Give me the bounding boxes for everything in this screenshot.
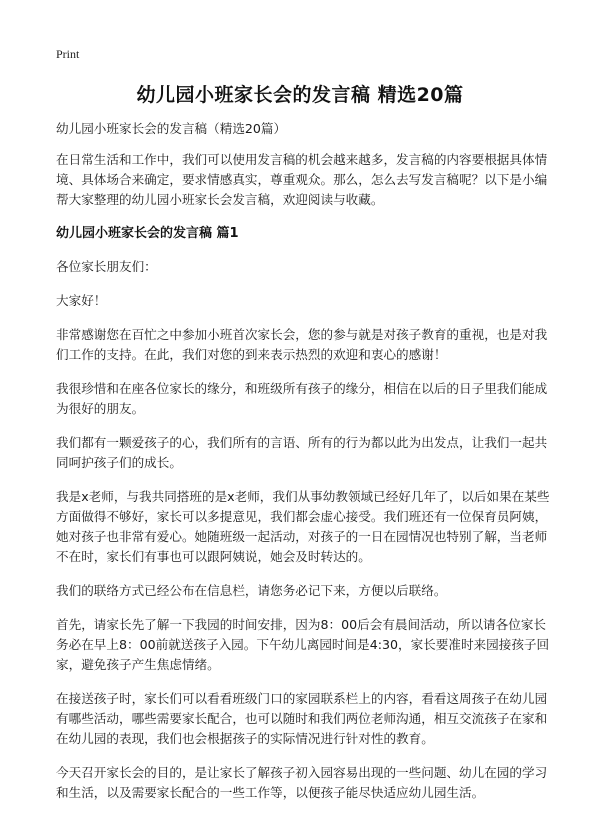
paragraph: 首先，请家长先了解一下我园的时间安排，因为8：00后会有晨间活动，所以请各位家长务必在早上8：00前就送孩子入园。下午幼儿离园时间是4:30，家长要准时来园接孩子回家，避免孩子产生焦虑情绪。 xyxy=(56,617,550,672)
paragraph: 非常感谢您在百忙之中参加小班首次家长会，您的参与就是对孩子教育的重视，也是对我们工作的支持。在此，我们对您的到来表示热烈的欢迎和衷心的感谢！ xyxy=(56,327,548,362)
section-heading: 幼儿园小班家长会的发言稿 篇1 xyxy=(56,226,239,241)
paragraph: 在接送孩子时，家长们可以看看班级门口的家园联系栏上的内容，看看这周孩子在幼儿园有哪些活动，哪些需要家长配合，也可以随时和我们两位老师沟通，相互交流孩子在家和在幼儿园的表现，我们也会根据孩子的实际情况进行针对性的教育。 xyxy=(56,691,548,746)
document-body xyxy=(56,119,554,817)
paragraph: 我们的联络方式已经公布在信息栏，请您务必记下来，方便以后联络。 xyxy=(56,583,447,598)
paragraph: 今天召开家长会的目的，是让家长了解孩子初入园容易出现的一些问题、幼儿在园的学习和生活，以及需要家长配合的一些工作等，以便孩子能尽快适应幼儿园生活。 xyxy=(56,765,548,800)
intro-paragraph: 在日常生活和工作中，我们可以使用发言稿的机会越来越多，发言稿的内容要根据具体情境、具体场合来确定，要求情感真实，尊重观众。那么，怎么去写发言稿呢？以下是小编帮大家整理的幼儿园小班家长会发言稿，欢迎阅读与收藏。 xyxy=(56,152,548,207)
paragraph: 我很珍惜和在座各位家长的缘分，和班级所有孩子的缘分，相信在以后的日子里我们能成为很好的朋友。 xyxy=(56,381,548,416)
document-title: 幼儿园小班家长会的发言稿 精选20篇 xyxy=(136,84,464,106)
print-link[interactable]: Print xyxy=(56,47,80,61)
paragraph-hello: 大家好！ xyxy=(56,293,107,308)
document-subtitle: 幼儿园小班家长会的发言稿（精选20篇） xyxy=(56,121,287,136)
paragraph-greeting: 各位家长朋友们： xyxy=(56,259,157,274)
paragraph: 我们都有一颗爱孩子的心，我们所有的言语、所有的行为都以此为出发点，让我们一起共同呵护孩子们的成长。 xyxy=(56,435,548,470)
paragraph: 我是x老师，与我共同搭班的是x老师，我们从事幼教领域已经好几年了，以后如果在某些方面做得不够好，家长可以多提意见，我们都会虚心接受。我们班还有一位保育员阿姨，她对孩子也非常有爱心。她随班级一起活动，对孩子的一日在园情况也特别了解，当老师不在时，家长们有事也可以跟阿姨说，她会及时转达的。 xyxy=(56,489,550,564)
